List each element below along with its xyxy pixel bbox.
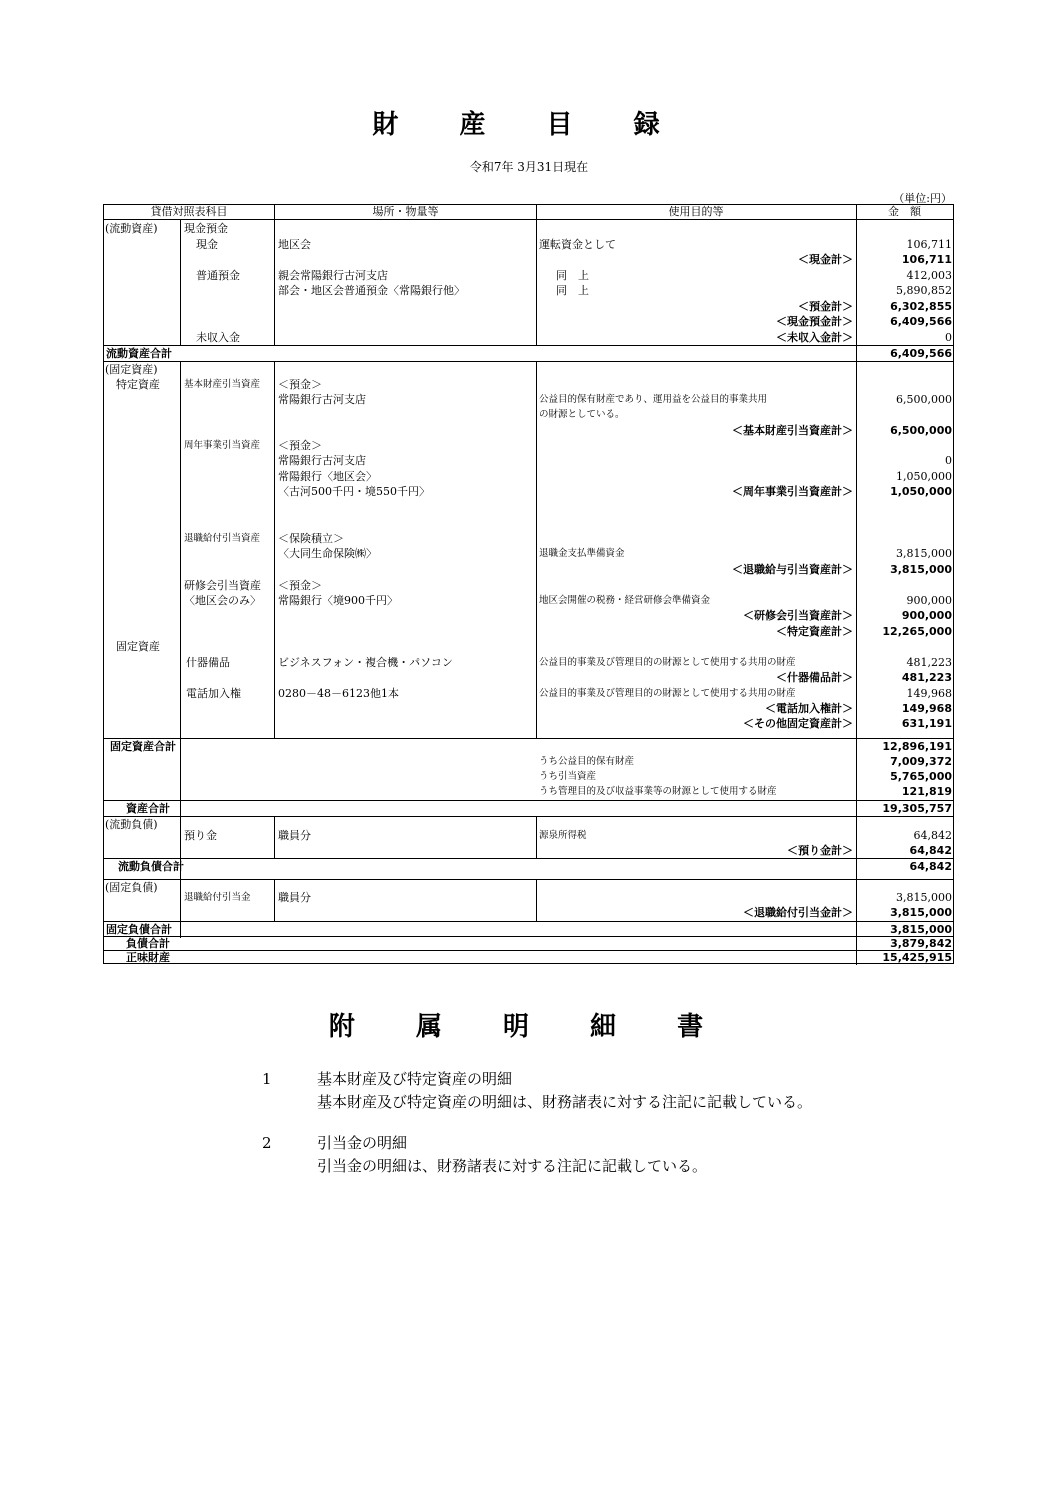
divider — [274, 879, 275, 921]
subtotal-label-anniversary: ＜周年事業引当資産計＞ — [732, 485, 853, 498]
section-current-assets: (流動資産) — [105, 222, 158, 235]
divider — [274, 205, 275, 219]
divider — [104, 800, 953, 801]
amount: 6,302,855 — [890, 300, 952, 313]
training-reserve-label: 研修会引当資産 — [184, 579, 261, 592]
amount: 6,500,000 — [896, 393, 952, 406]
location-joyo-koga: 常陽銀行古河支店 — [278, 393, 366, 406]
location-deposit-heading: ＜預金＞ — [278, 439, 322, 452]
subtotal-label-equipment: ＜什器備品計＞ — [776, 671, 853, 684]
purpose-same: 同 上 — [556, 284, 589, 297]
location-equipment: ビジネスフォン・複合機・パソコン — [278, 656, 453, 669]
current-assets-total-label: 流動資産合計 — [106, 347, 172, 360]
amount: 3,815,000 — [890, 923, 952, 936]
amount: 0 — [945, 454, 952, 467]
training-reserve-note: 〈地区会のみ〉 — [184, 594, 261, 607]
cash-label: 現金 — [196, 238, 218, 251]
col-header-amount: 金 額 — [888, 205, 921, 218]
col-header-location: 場所・物量等 — [372, 205, 439, 218]
amount: 64,842 — [909, 860, 952, 873]
divider — [104, 921, 953, 922]
subtotal-label-basic-property: ＜基本財産引当資産計＞ — [732, 424, 853, 437]
location-parent-bank: 親会常陽銀行古河支店 — [278, 269, 388, 282]
location-insurance-heading: ＜保険積立＞ — [278, 532, 344, 545]
retirement-reserve-asset-label: 退職給付引当資産 — [184, 533, 261, 544]
anniversary-reserve-label: 周年事業引当資産 — [184, 440, 261, 451]
subtotal-label-telephone: ＜電話加入権計＞ — [765, 702, 853, 715]
amount: 5,765,000 — [890, 770, 952, 783]
subtotal-label-cash: ＜現金計＞ — [798, 253, 853, 266]
subtotal-label-retirement-allowance: ＜退職給付引当金計＞ — [743, 906, 853, 919]
appendix-title: 附 属 明 細 書 — [328, 1012, 730, 1042]
cash-deposits-label: 現金預金 — [184, 222, 228, 235]
amount: 15,425,915 — [882, 951, 952, 964]
divider — [274, 816, 275, 858]
divider — [104, 879, 953, 880]
appendix-item-number: 1 — [262, 1070, 272, 1088]
amount: 6,409,566 — [890, 347, 952, 360]
divider — [104, 858, 953, 859]
location-joyo-koga: 常陽銀行古河支店 — [278, 454, 366, 467]
amount: 3,815,000 — [890, 906, 952, 919]
amount: 12,265,000 — [882, 625, 952, 638]
location-joyo-sakai: 常陽銀行〈境900千円〉 — [278, 594, 398, 607]
asset-inventory-table — [103, 204, 954, 964]
net-assets-label: 正味財産 — [126, 951, 170, 964]
appendix-item-heading: 引当金の明細 — [317, 1134, 408, 1152]
location-daido-life: 〈大同生命保険㈱〉 — [278, 547, 377, 560]
purpose-withholding-tax: 源泉所得税 — [539, 830, 587, 841]
accrued-income-label: 未収入金 — [196, 331, 240, 344]
location-division-bank: 部会・地区会普通預金〈常陽銀行他〉 — [278, 284, 465, 297]
fixed-assets-label: 固定資産 — [116, 640, 160, 653]
location-koga-sakai: 〈古河500千円・境550千円〉 — [278, 485, 430, 498]
amount: 6,409,566 — [890, 315, 952, 328]
total-liabilities-label: 負債合計 — [126, 937, 170, 950]
purpose-operating: 運転資金として — [539, 238, 616, 251]
amount: 64,842 — [913, 829, 952, 842]
equipment-label: 什器備品 — [186, 656, 230, 669]
amount: 6,500,000 — [890, 424, 952, 437]
location-deposit-heading: ＜預金＞ — [278, 579, 322, 592]
deposits-received-label: 預り金 — [184, 829, 217, 842]
amount: 3,815,000 — [890, 563, 952, 576]
amount: 1,050,000 — [890, 485, 952, 498]
purpose-training: 地区会開催の税務・経営研修会準備資金 — [539, 595, 711, 606]
divider — [180, 879, 181, 921]
divider — [104, 345, 953, 346]
col-header-account: 貸借対照表科目 — [150, 205, 228, 218]
divider — [180, 816, 181, 858]
amount: 149,968 — [906, 687, 952, 700]
amount: 64,842 — [909, 844, 952, 857]
divider — [536, 816, 537, 858]
breakdown-public-benefit: うち公益目的保有財産 — [539, 756, 635, 767]
location-staff: 職員分 — [278, 829, 311, 842]
breakdown-management: うち管理目的及び収益事業等の財源として使用する財産 — [539, 786, 777, 797]
basic-property-reserve-label: 基本財産引当資産 — [184, 379, 261, 390]
amount: 900,000 — [901, 609, 952, 622]
purpose-telephone: 公益目的事業及び管理目的の財源として使用する共用の財産 — [539, 688, 796, 699]
appendix-item-text: 基本財産及び特定資産の明細は、財務諸表に対する注記に記載している。 — [317, 1093, 813, 1111]
purpose-retirement: 退職金支払準備資金 — [539, 548, 625, 559]
divider — [104, 950, 953, 951]
current-liabilities-total-label: 流動負債合計 — [118, 860, 184, 873]
divider — [536, 879, 537, 921]
subtotal-label-accrued: ＜未収入金計＞ — [776, 331, 853, 344]
section-current-liabilities: (流動負債) — [105, 818, 158, 831]
page-title: 財 産 目 録 — [372, 110, 686, 140]
fixed-assets-total-label: 固定資産合計 — [110, 740, 176, 753]
total-assets-label: 資産合計 — [126, 802, 170, 815]
ordinary-deposit-label: 普通預金 — [196, 269, 240, 282]
amount: 106,711 — [906, 238, 952, 251]
appendix-item-number: 2 — [262, 1134, 272, 1152]
amount: 3,815,000 — [896, 547, 952, 560]
divider — [536, 361, 537, 738]
subtotal-label-retirement: ＜退職給与引当資産計＞ — [732, 563, 853, 576]
report-date: 令和7年 3月31日現在 — [469, 160, 589, 174]
purpose-basic-property-2: の財源としている。 — [539, 409, 625, 420]
location-district: 地区会 — [278, 238, 311, 251]
subtotal-label-cash-deposits: ＜現金預金計＞ — [776, 315, 853, 328]
location-telephone: 0280－48－6123他1本 — [278, 687, 399, 700]
divider — [536, 205, 537, 345]
amount: 3,879,842 — [890, 937, 952, 950]
amount: 412,003 — [906, 269, 952, 282]
subtotal-label-other-fixed: ＜その他固定資産計＞ — [743, 717, 853, 730]
amount: 0 — [945, 331, 952, 344]
divider — [104, 219, 953, 220]
subtotal-label-specified: ＜特定資産計＞ — [776, 625, 853, 638]
purpose-basic-property: 公益目的保有財産であり、運用益を公益目的事業共用 — [539, 394, 768, 405]
amount: 7,009,372 — [890, 755, 952, 768]
amount: 121,819 — [901, 785, 952, 798]
divider — [180, 219, 181, 345]
divider — [274, 219, 275, 345]
divider — [104, 936, 953, 937]
divider — [104, 816, 953, 817]
amount: 631,191 — [901, 717, 952, 730]
amount: 481,223 — [901, 671, 952, 684]
amount: 3,815,000 — [896, 891, 952, 904]
amount: 5,890,852 — [896, 284, 952, 297]
amount: 149,968 — [901, 702, 952, 715]
divider — [104, 738, 953, 739]
location-staff: 職員分 — [278, 891, 311, 904]
subtotal-label-deposits-received: ＜預り金計＞ — [787, 844, 853, 857]
purpose-equipment: 公益目的事業及び管理目的の財源として使用する共用の財産 — [539, 657, 796, 668]
amount: 481,223 — [906, 656, 952, 669]
location-joyo-district: 常陽銀行〈地区会〉 — [278, 470, 377, 483]
divider — [274, 361, 275, 738]
appendix-item-heading: 基本財産及び特定資産の明細 — [317, 1070, 513, 1088]
amount: 900,000 — [906, 594, 952, 607]
amount: 19,305,757 — [882, 802, 952, 815]
appendix-item-text: 引当金の明細は、財務諸表に対する注記に記載している。 — [317, 1157, 708, 1175]
unit-note: （単位:円） — [893, 192, 952, 205]
retirement-allowance-label: 退職給付引当金 — [184, 892, 251, 903]
fixed-liabilities-total-label: 固定負債合計 — [106, 923, 172, 936]
location-deposit-heading: ＜預金＞ — [278, 378, 322, 391]
amount: 12,896,191 — [882, 740, 952, 753]
section-fixed-assets: (固定資産) — [105, 363, 158, 376]
breakdown-reserve: うち引当資産 — [539, 771, 597, 782]
telephone-right-label: 電話加入権 — [186, 687, 241, 700]
section-fixed-liabilities: (固定負債) — [105, 881, 158, 894]
subtotal-label-training: ＜研修会引当資産計＞ — [743, 609, 853, 622]
specified-assets-label: 特定資産 — [116, 378, 160, 391]
subtotal-label-deposits: ＜預金計＞ — [798, 300, 853, 313]
divider — [104, 361, 953, 362]
purpose-same: 同 上 — [556, 269, 589, 282]
amount: 1,050,000 — [896, 470, 952, 483]
col-header-purpose: 使用目的等 — [668, 205, 724, 218]
divider — [856, 205, 857, 965]
amount: 106,711 — [901, 253, 952, 266]
